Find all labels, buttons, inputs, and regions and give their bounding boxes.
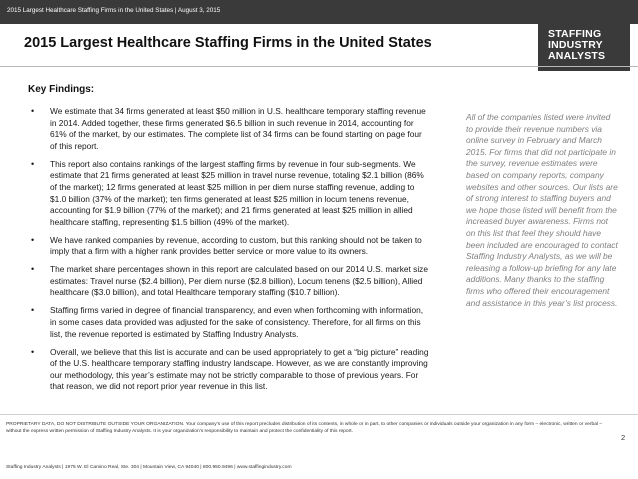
report-breadcrumb: 2015 Largest Healthcare Staffing Firms in the United States | August 3, 2015 — [7, 7, 221, 14]
footer-divider — [0, 414, 638, 415]
finding-text: Staffing firms varied in degree of financial transparency, and even when forthcoming with information, in some cases data provided was adjusted for the sake of consistency. Therefore, for all firms on this list, the revenue reported is estimated by Staffing Industry Analysts. — [50, 305, 424, 339]
staffing-industry-analysts-logo — [538, 21, 630, 71]
finding-item — [28, 159, 430, 229]
logo-line-1: STAFFING — [548, 28, 602, 40]
finding-text: We have ranked companies by revenue, according to custom, but this ranking should not be taken to imply that a firm with a higher rank provides better service or more value to its owners. — [50, 234, 422, 257]
bullet-icon: • — [31, 234, 35, 245]
bullet-icon: • — [31, 106, 35, 116]
title-divider — [0, 66, 638, 67]
page-title: 2015 Largest Healthcare Staffing Firms in the United States — [24, 35, 432, 51]
finding-text: Overall, we believe that this list is accurate and can be used appropriately to get a “big picture” reading of the U.S. healthcare temporary staffing industry landscape. However, as we are constantly improving our methodology, this year’s estimate may not be strictly comparable to those of previous years. For that reason, we did not report prior year revenue in this list. — [50, 346, 429, 392]
key-findings-list — [28, 106, 430, 399]
logo-line-2: INDUSTRY — [548, 39, 603, 51]
finding-text: We estimate that 34 firms generated at least $50 million in U.S. healthcare temporary staffing revenue in 2014. Added together, these firms generated $6.5 billion in such revenue in 2014, accounting for 61% of the market, by our estimates. The complete list of 34 firms can be found starting on page four of this report. — [50, 106, 426, 151]
key-findings-heading: Key Findings: — [28, 84, 95, 95]
bullet-icon: • — [31, 158, 35, 169]
bullet-icon: • — [31, 264, 35, 275]
finding-item — [28, 235, 430, 258]
finding-item — [28, 305, 430, 340]
finding-text: This report also contains rankings of the largest staffing firms by revenue in four sub-segments. We estimate that 21 firms generated at least $25 million in travel nurse revenue, totaling $2.1 billion (86% of the market); 12 firms generated at least $25 million in per diem nurse staffing revenue, adding to $1.0 billion (37% of the market); ten firms generated at least $25 million in locum tenens revenue, accounting for $1.9 billion (77% of the market); and 21 firms generated at least $25 million in allied healthcare staffing, representing $1.5 billion (49% of the market). — [50, 158, 424, 227]
page-number: 2 — [621, 433, 626, 442]
finding-item — [28, 264, 430, 299]
logo-line-3: ANALYSTS — [548, 50, 606, 62]
sidebar-note: All of the companies listed were invited to provide their revenue numbers via online survey in February and March 2015. For firms that did not participate in the survey, revenue estimates were based on company reports, company websites and other sources. Our lists are of strong interest to staffing buyers and we hope those listed will benefit from the increased buyer awareness. Firms not on this list that feel they should have been included are encouraged to contact Staffing Industry Analysts, as we will be releasing a follow-up briefing for any late additions. Many thanks to the staffing firms who offered their encouragement and assistance in this year’s list process. — [466, 112, 618, 308]
finding-text: The market share percentages shown in this report are calculated based on our 2014 U.S. market size estimates: Travel nurse ($2.4 billion), Per diem nurse ($2.8 billion), Locum tenens ($2.5 billion), Allied healthcare ($3.0 billion), and total Healthcare temporary staffing ($10.7 billion). — [50, 264, 428, 298]
legal-disclaimer: PROPRIETARY DATA, DO NOT DISTRIBUTE OUTSIDE YOUR ORGANIZATION. Your company’s use of this report precludes distribution of its contents, in whole or in part, to other companies or individuals outside your organization in any form – electronic, written or verbal – without the express written permission of Staffing Industry Analysts. It is your organization’s responsibility to maintain and protect the confidentiality of this report. — [6, 422, 603, 434]
bullet-icon: • — [31, 346, 35, 357]
finding-item — [28, 106, 430, 152]
bullet-icon: • — [31, 305, 35, 316]
contact-line: Staffing Industry Analysts | 1975 W. El Camino Real, Ste. 304 | Mountain View, CA 94040 | 800.950.9496 | www.staffingindustry.com — [6, 465, 292, 470]
finding-item — [28, 347, 430, 393]
